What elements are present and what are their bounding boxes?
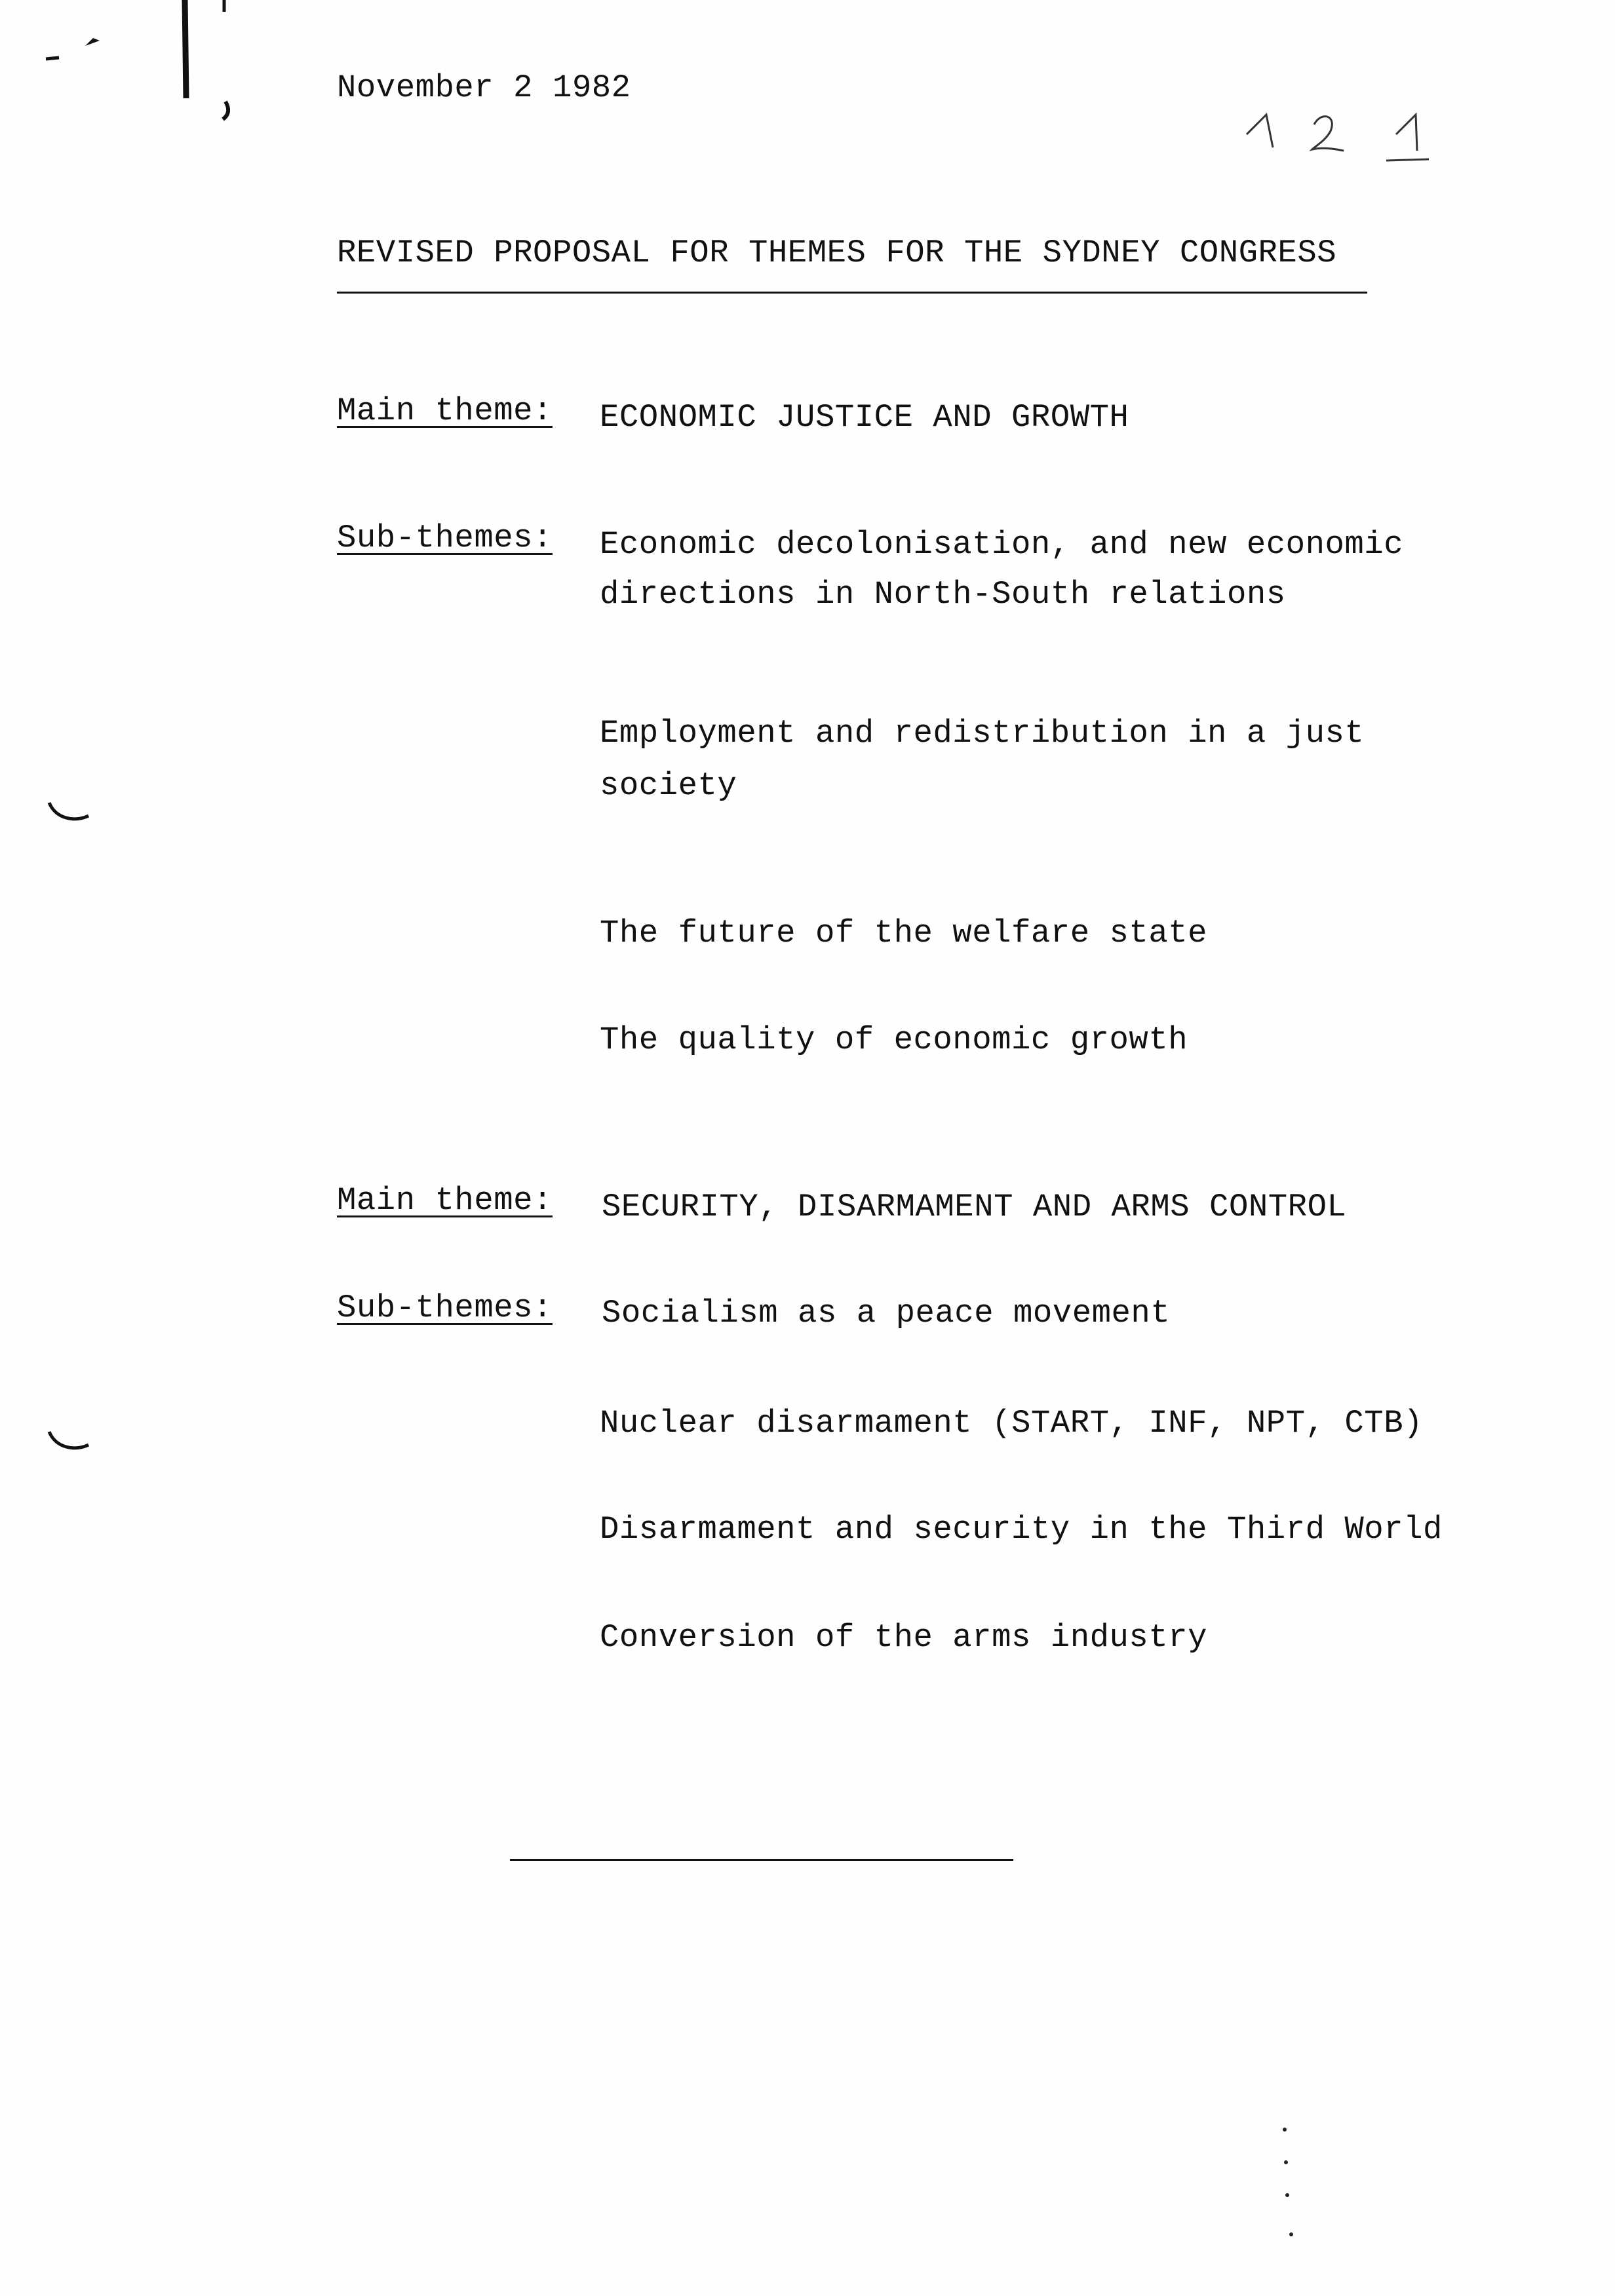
sub-theme-line: The quality of economic growth (600, 1022, 1188, 1058)
punch-hole-mark-lower (46, 1428, 98, 1468)
sub-theme-line: Employment and redistribution in a just (600, 715, 1365, 752)
main-theme-label-1: Main theme: (337, 392, 553, 429)
speckle-dots-bottom-right (1272, 2123, 1311, 2267)
sub-theme-line: Economic decolonisation, and new economic (600, 526, 1404, 563)
scan-mark-top-left (39, 0, 249, 131)
document-date: November 2 1982 (337, 69, 631, 106)
sub-theme-line: Conversion of the arms industry (600, 1619, 1208, 1656)
sub-themes-label-1: Sub-themes: (337, 520, 553, 556)
document-title: REVISED PROPOSAL FOR THEMES FOR THE SYDNEY CONGRESS (337, 235, 1337, 271)
sub-theme-line: Nuclear disarmament (START, INF, NPT, CTB) (600, 1405, 1424, 1442)
main-theme-label-2: Main theme: (337, 1182, 553, 1219)
sub-themes-label-2: Sub-themes: (337, 1290, 553, 1326)
sub-theme-line: society (600, 767, 737, 804)
title-underline (337, 292, 1367, 294)
punch-hole-mark-upper (46, 799, 98, 839)
sub-theme-line: Socialism as a peace movement (602, 1295, 1171, 1331)
main-theme-value-2: SECURITY, DISARMAMENT AND ARMS CONTROL (602, 1189, 1347, 1225)
sub-theme-line: directions in North-South relations (600, 576, 1286, 613)
sub-theme-line: Disarmament and security in the Third World (600, 1511, 1443, 1548)
main-theme-value-1: ECONOMIC JUSTICE AND GROWTH (600, 399, 1129, 436)
sub-theme-line: The future of the welfare state (600, 915, 1208, 951)
handwritten-page-number (1239, 98, 1435, 170)
closing-rule (510, 1859, 1013, 1861)
